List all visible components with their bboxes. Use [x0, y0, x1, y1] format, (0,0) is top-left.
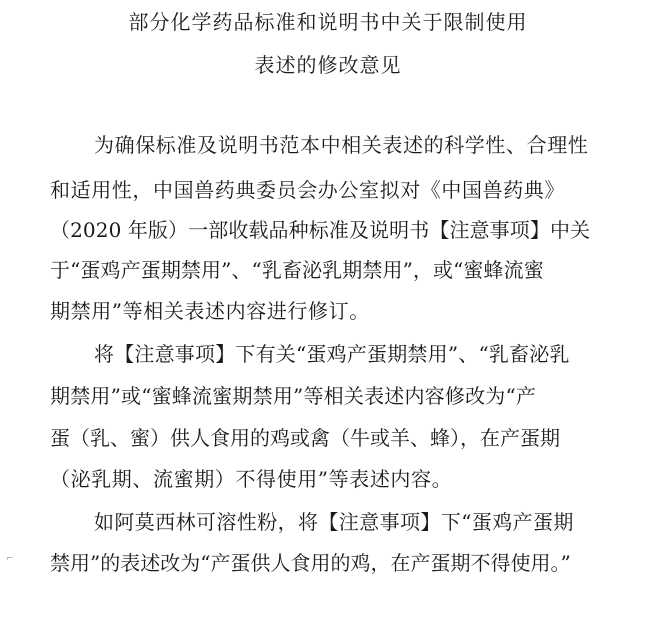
paragraph-line: 将【注意事项】下有关“蛋鸡产蛋期禁用”、“乳畜泌乳 [94, 342, 570, 366]
paragraph-line: 期禁用”或“蜜蜂流蜜期禁用”等相关表述内容修改为“产 [50, 384, 537, 408]
paragraph-line: （2020 年版）一部收载品种标准及说明书【注意事项】中关 [50, 218, 591, 242]
paragraph-line: 为确保标准及说明书范本中相关表述的科学性、合理性 [94, 133, 589, 157]
paragraph-line: 如阿莫西林可溶性粉，将【注意事项】下“蛋鸡产蛋期 [94, 510, 574, 534]
paragraph-line: 期禁用”等相关表述内容进行修订。 [50, 299, 370, 323]
paragraph-margin-mark: ⌐ [6, 554, 14, 564]
paragraph-line: 禁用”的表述改为“产蛋供人食用的鸡，在产蛋期不得使用。” [50, 551, 571, 575]
paragraph-line: 和适用性，中国兽药典委员会办公室拟对《中国兽药典》 [50, 178, 565, 202]
paragraph-line: 于“蛋鸡产蛋期禁用”、“乳畜泌乳期禁用”，或“蜜蜂流蜜 [50, 258, 544, 282]
paragraph-line: 蛋（乳、蜜）供人食用的鸡或禽（牛或羊、蜂），在产蛋期 [50, 426, 560, 450]
paragraph-line: （泌乳期、流蜜期）不得使用”等表述内容。 [50, 467, 453, 491]
document-title-line-1: 部分化学药品标准和说明书中关于限制使用 [128, 10, 528, 34]
document-title-line-2: 表述的修改意见 [254, 53, 402, 77]
